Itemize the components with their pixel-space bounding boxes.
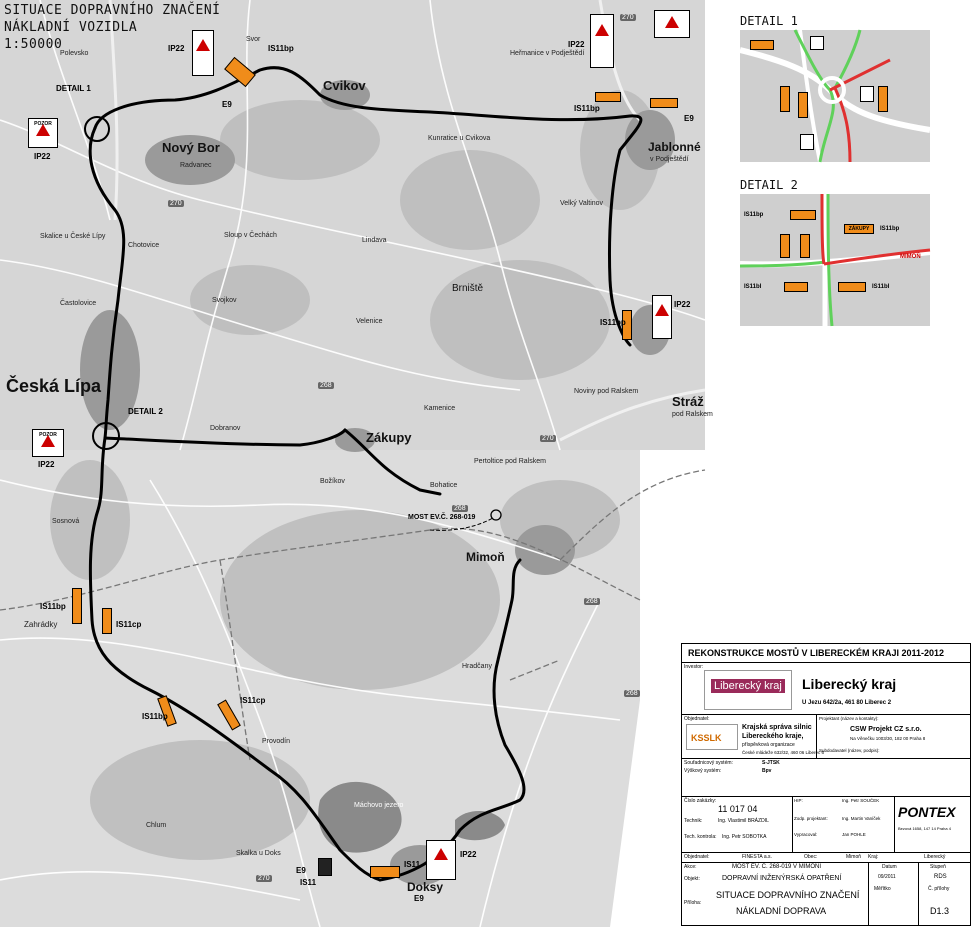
place-svojkov: Svojkov [212, 297, 237, 304]
place-straz-sub: pod Ralskem [672, 411, 713, 418]
ip22-sign [426, 840, 456, 880]
sign-header: POZOR [39, 432, 57, 438]
sign-code: IP22 [674, 300, 691, 309]
zodp-label: Zodp. projektant: [794, 816, 828, 821]
road-number: 268 [320, 382, 332, 389]
place-velenice: Velenice [356, 318, 383, 325]
investor-logo-text: Liberecký kraj [711, 679, 785, 693]
client-address: České mládeže 632/32, 460 06 Liberec 6 [742, 750, 825, 755]
investor-label: Investor: [684, 664, 704, 670]
detail-2-title: DETAIL 2 [740, 178, 798, 192]
cislo-label: Č. přílohy [928, 886, 950, 892]
kraj-value: Liberecký [924, 854, 946, 860]
place-pertoltice: Pertoltice pod Ralskem [474, 458, 546, 465]
meritko-label: Měřítko [874, 886, 891, 892]
road-number: 268 [626, 690, 638, 697]
investor-name: Liberecký kraj [802, 676, 897, 692]
sign-code: IS11 [404, 860, 421, 869]
place-chotovice: Chotovice [128, 242, 160, 249]
zhot-label: Objednatel: [684, 854, 710, 860]
ip22-sign [590, 14, 614, 68]
is11-direction-sign [72, 588, 82, 624]
detail-direction-sign [878, 86, 888, 112]
zakupy-sign [650, 98, 678, 108]
sign-code: IS11cp [116, 620, 142, 629]
is11-sign [318, 858, 332, 876]
designer-address: Na Věnečku 1003/30, 182 00 Praha 8 [850, 736, 926, 741]
client-logo [686, 724, 738, 750]
detail-sign-code: IS11bp [744, 212, 764, 218]
kraj-label: Kraj: [868, 854, 879, 860]
detail-direction-sign [784, 282, 808, 292]
place-bohatice: Bohatice [430, 482, 458, 489]
is11-direction-sign [595, 92, 621, 102]
sign-code: IS11bp [268, 44, 294, 53]
place-skalka: Skalka u Doks [236, 850, 281, 857]
sign-code: E9 [296, 866, 306, 875]
ip22-sign [28, 118, 58, 148]
akce-label: Akce: [684, 864, 697, 870]
map-scale: 1:50000 [4, 37, 63, 52]
stupen-label: Stupeň [930, 864, 946, 870]
bridge-label: MOST EV.Č. 268-019 [408, 514, 476, 521]
detail-direction-sign [800, 234, 810, 258]
height-label: Výškový systém: [684, 768, 722, 774]
place-kamenice: Kamenice [424, 405, 456, 412]
sign-code: IS11bp [574, 104, 600, 113]
place-skalice: Skalice u České Lípy [40, 233, 106, 240]
coord-value: S-JTSK [762, 760, 780, 766]
is11-direction-sign [102, 608, 112, 634]
place-velky-valtinov: Velký Valtinov [560, 200, 604, 207]
designer-label: Projektant (název a kontakty): [819, 716, 879, 721]
detail-2-panel [740, 194, 930, 326]
zodp-value: Ing. Martin Vaníček [842, 816, 881, 821]
warning-icon [655, 304, 669, 316]
road-number: 270 [622, 14, 634, 21]
place-noviny: Noviny pod Ralskem [574, 388, 639, 395]
warning-icon [36, 124, 50, 136]
warning-icon [595, 24, 609, 36]
priloha-value: SITUACE DOPRAVNÍHO ZNAČENÍ [716, 890, 860, 900]
client-logo-text: KSSLK [691, 733, 722, 743]
client-name: Libereckého kraje, [742, 733, 804, 740]
sign-code: IP22 [460, 850, 477, 859]
warning-icon [434, 848, 448, 860]
place-lindava: Lindava [362, 237, 387, 244]
detail-sign-code: IS11bI [872, 284, 890, 290]
contract-value: 11 017 04 [718, 804, 758, 814]
warning-icon [196, 39, 210, 51]
place-zakupy: Zákupy [366, 430, 412, 445]
detail-zakupy-sign: ZÁKUPY [844, 224, 874, 234]
detail-2-circle[interactable] [92, 422, 120, 450]
priloha-value: NÁKLADNÍ DOPRAVA [736, 906, 827, 916]
ip22-sign [654, 10, 690, 38]
place-doksy: Doksy [407, 880, 444, 894]
sign-code: IS11cp [240, 696, 266, 705]
detail-sign-code: IS11bp [880, 226, 900, 232]
place-dobranov: Dobranov [210, 425, 241, 432]
detail-direction-sign [798, 92, 808, 118]
sign-code: IP22 [38, 460, 55, 469]
detail-2-map [740, 194, 930, 326]
detail-1-title: DETAIL 1 [740, 14, 798, 28]
place-jablonne: Jablonné [648, 140, 701, 154]
sign-code: IP22 [168, 44, 185, 53]
objekt-value: DOPRAVNÍ INŽENÝRSKÁ OPATŘENÍ [722, 875, 842, 882]
akce-value: MOST EV. Č. 268-019 V MIMONI [732, 864, 822, 870]
detail-direction-sign [838, 282, 866, 292]
tkon-label: Tech. kontrola: [684, 834, 717, 840]
place-bozikov: Božíkov [320, 478, 345, 485]
place-machovo: Máchovo jezero [354, 802, 404, 809]
hip-value: Ing. Petr SOUČEK [842, 798, 880, 803]
place-novy-bor: Nový Bor [162, 140, 220, 155]
detail-direction-sign [790, 210, 816, 220]
place-sosnova: Sosnová [52, 518, 80, 525]
height-value: Bpv [762, 768, 772, 774]
investor-address: U Jezu 642/2a, 461 80 Liberec 2 [802, 700, 892, 706]
zakupy-sign [370, 866, 400, 878]
road-number: 270 [542, 435, 554, 442]
sign-code: IS11bp [40, 602, 66, 611]
place-straz: Stráž [672, 394, 704, 409]
detail-sign [800, 134, 814, 150]
place-brniste: Brniště [452, 283, 484, 294]
client-name: Krajská správa silnic [742, 724, 812, 731]
sign-code: IS11 [300, 878, 317, 887]
zhot-value: FINESTA a.s. [742, 854, 772, 860]
priloha-label: Příloha: [684, 900, 702, 906]
detail-sign [860, 86, 874, 102]
firm-logo: PONTEX [898, 804, 956, 820]
cislo-value: D1.3 [930, 906, 950, 916]
place-hradcany: Hradčany [462, 663, 492, 670]
map-title-line: SITUACE DOPRAVNÍHO ZNAČENÍ [4, 3, 221, 18]
sign-code: E9 [222, 100, 232, 109]
sign-code: IP22 [568, 40, 585, 49]
detail-sign-code: IS11bI [744, 284, 762, 290]
datum-value: 09/2011 [878, 874, 896, 880]
map-title-line: NÁKLADNÍ VOZIDLA [4, 20, 138, 35]
ip22-sign [32, 429, 64, 457]
warning-icon [665, 16, 679, 28]
sign-code: IS11bp [142, 712, 168, 721]
place-kunratice: Kunratice u Cvikova [428, 135, 491, 142]
contract-label: Číslo zakázky: [684, 798, 717, 804]
road-number: 268 [454, 505, 466, 512]
obec-value: Mimoň [846, 854, 862, 860]
subcontractor-label: Subdodavatel (název, podpis): [819, 748, 880, 753]
place-cestlice: Častolovice [60, 300, 97, 307]
warning-icon [41, 435, 55, 447]
detail-1-circle[interactable] [84, 116, 110, 142]
firm-address: Bezová 1658, 147 14 Praha 4 [898, 826, 951, 831]
obec-label: Obec: [804, 854, 818, 860]
map-title [4, 2, 221, 53]
detail-2-marker: DETAIL 2 [128, 407, 163, 416]
designer-name: CSW Projekt CZ s.r.o. [850, 726, 922, 733]
detail-1-marker: DETAIL 1 [56, 84, 91, 93]
place-chlum: Chlum [146, 822, 167, 829]
detail-direction-sign [750, 40, 774, 50]
place-sloup: Sloup v Čechách [224, 232, 277, 239]
place-zahradky: Zahrádky [24, 620, 58, 629]
hip-label: HIP: [794, 798, 803, 803]
stupen-value: RDS [934, 874, 947, 880]
place-polevsko: Polevsko [60, 50, 89, 57]
coord-label: Souřadnicový systém: [684, 760, 733, 766]
ip22-sign [652, 295, 672, 339]
detail-direction-sign [780, 234, 790, 258]
detail-1-panel [740, 30, 930, 162]
road-number: 270 [170, 200, 182, 207]
tkon-value: Ing. Petr SOBOTKA [722, 834, 767, 840]
road-number: 270 [258, 875, 270, 882]
investor-logo [704, 670, 792, 710]
sign-header: POZOR [34, 121, 52, 127]
ip22-sign [192, 30, 214, 76]
place-svor: Svor [246, 36, 261, 43]
tech-label: Technik: [684, 818, 703, 824]
sign-code: E9 [414, 894, 424, 903]
client-label: Objednatel: [684, 716, 710, 722]
place-provodin: Provodín [262, 738, 291, 745]
detail-sign [810, 36, 824, 50]
detail-mimon-label: MIMOŇ [900, 254, 921, 260]
vypr-value: Jan POHLE [842, 832, 866, 837]
project-title: REKONSTRUKCE MOSTŮ V LIBERECKÉM KRAJI 2011-2012 [688, 648, 945, 658]
tech-value: Ing. Vlastimil BRÁZDIL [718, 818, 769, 824]
client-name: příspěvková organizace [742, 742, 795, 748]
sign-code: IP22 [34, 152, 51, 161]
objekt-label: Objekt: [684, 876, 700, 882]
place-cvikov: Cvikov [323, 78, 366, 93]
road-number: 268 [586, 598, 598, 605]
place-ceska-lipa: Česká Lípa [6, 376, 102, 396]
place-radvanec: Radvanec [180, 162, 212, 169]
title-block [681, 643, 971, 926]
datum-label: Datum [882, 864, 897, 870]
sign-code: E9 [684, 114, 694, 123]
place-mimon: Mimoň [466, 550, 505, 564]
place-helmanice: Heřmanice v Podještědí [510, 50, 585, 57]
detail-direction-sign [780, 86, 790, 112]
place-jablonne-sub: v Podještědí [650, 156, 689, 163]
vypr-label: Vypracoval: [794, 832, 818, 837]
sign-code: IS11bp [600, 318, 626, 327]
